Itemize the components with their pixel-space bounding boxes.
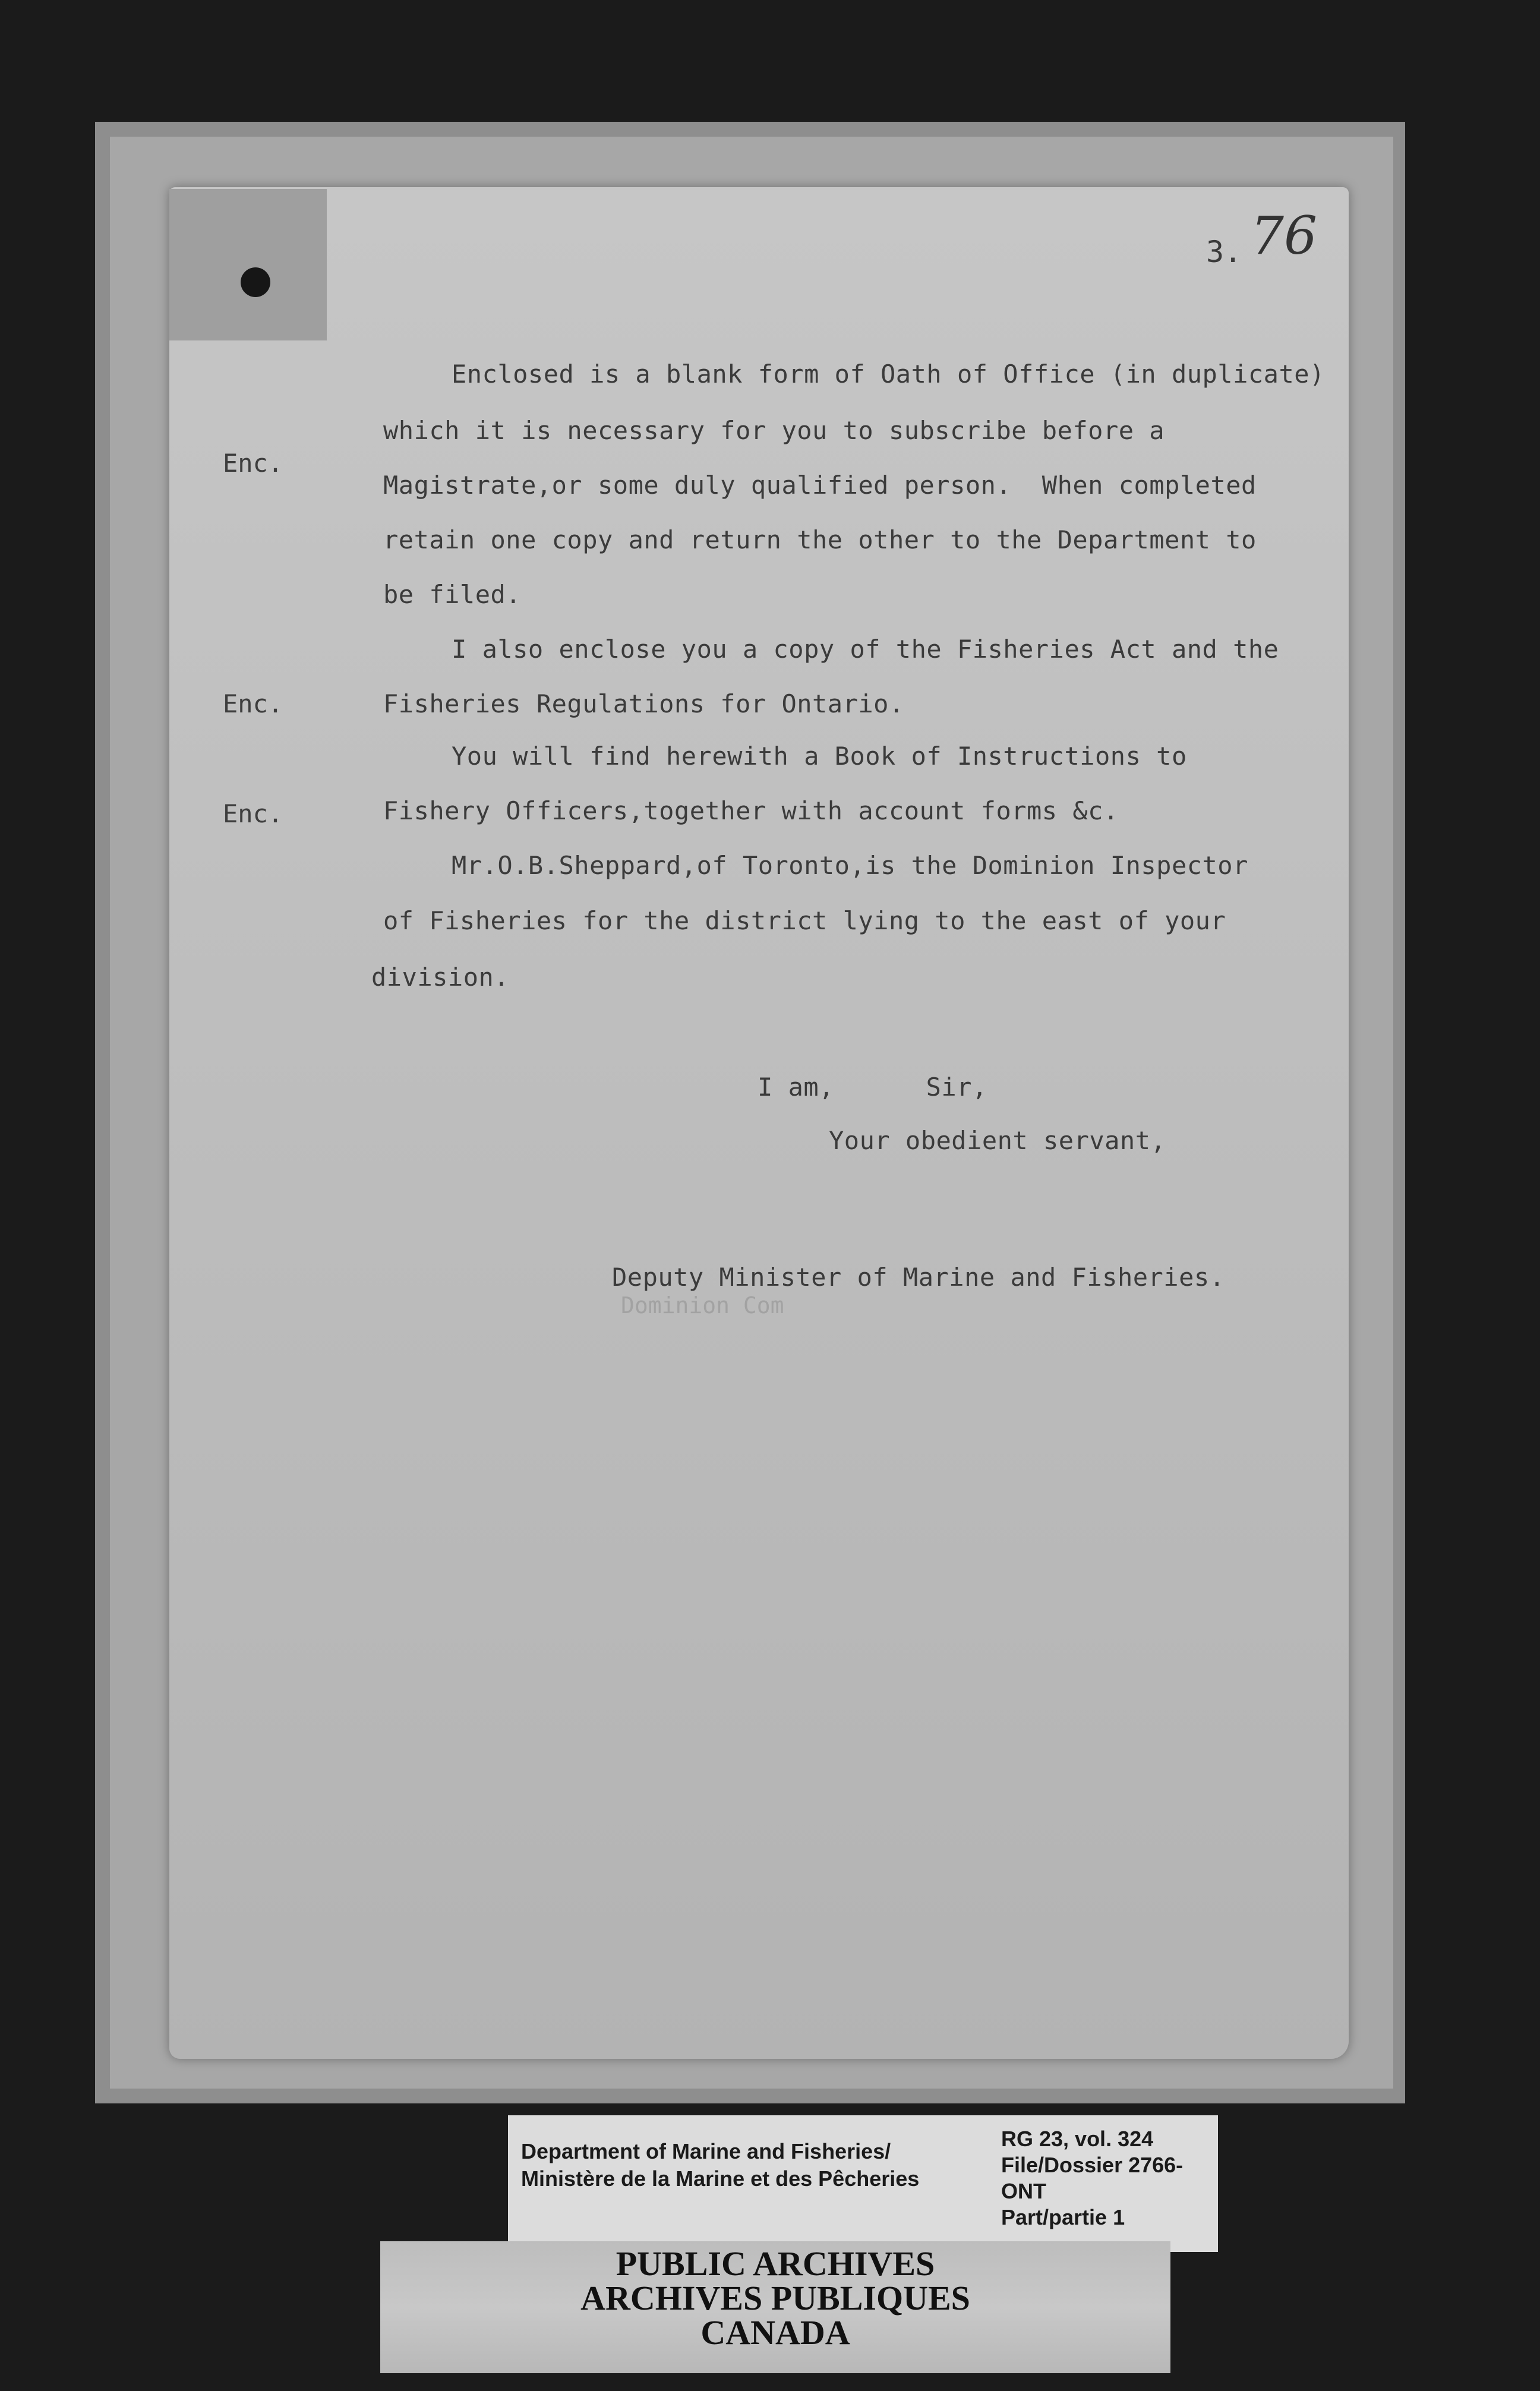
body-line: division.: [371, 963, 510, 992]
body-line: I also enclose you a copy of the Fisheries Act and the: [452, 635, 1279, 664]
margin-note-enclosure: Enc.: [223, 689, 283, 718]
stamp-line-french: ARCHIVES PUBLIQUES: [580, 2279, 970, 2317]
body-line: Mr.O.B.Sheppard,of Toronto,is the Dominion Inspector: [452, 851, 1248, 880]
department-french: Ministère de la Marine et des Pêcheries: [521, 2166, 920, 2191]
public-archives-stamp: [380, 2241, 1170, 2373]
closing-valediction: Your obedient servant,: [829, 1126, 1166, 1155]
archive-department-block: [521, 2138, 979, 2193]
page-number: 3.: [1206, 235, 1242, 269]
archive-reference-label: [508, 2115, 1218, 2252]
body-line: which it is necessary for you to subscribe before a: [383, 416, 1165, 445]
part-number: Part/partie 1: [1001, 2205, 1125, 2229]
record-group-volume: RG 23, vol. 324: [1001, 2127, 1154, 2151]
archive-reference-block: [1001, 2126, 1215, 2231]
file-province: ONT: [1001, 2179, 1046, 2203]
signature-title: Deputy Minister of Marine and Fisheries.: [612, 1263, 1225, 1292]
body-line: be filed.: [383, 580, 522, 609]
margin-note-enclosure: Enc.: [223, 799, 283, 828]
letter-page: [169, 187, 1349, 2059]
paper-tab: [169, 189, 327, 340]
body-line: Enclosed is a blank form of Oath of Office (in duplicate): [452, 359, 1325, 389]
stamp-line-country: CANADA: [700, 2313, 850, 2352]
body-line: of Fisheries for the district lying to the east of your: [383, 906, 1226, 935]
handwritten-folio-number: 76: [1251, 205, 1317, 266]
body-line: You will find herewith a Book of Instructions to: [452, 742, 1187, 771]
stamp-line-english: PUBLIC ARCHIVES: [616, 2244, 935, 2283]
body-line: Magistrate,or some duly qualified person. When completed: [383, 471, 1257, 500]
department-english: Department of Marine and Fisheries/: [521, 2139, 891, 2163]
body-line: Fishery Officers,together with account forms &c.: [383, 796, 1119, 825]
body-line: Fisheries Regulations for Ontario.: [383, 689, 904, 718]
faint-bleed-through-text: Dominion Com: [621, 1292, 784, 1318]
punch-hole: [241, 267, 270, 297]
margin-note-enclosure: Enc.: [223, 449, 283, 478]
body-line: retain one copy and return the other to the Department to: [383, 525, 1257, 554]
closing-greeting: I am, Sir,: [758, 1073, 987, 1102]
file-dossier: File/Dossier 2766-: [1001, 2153, 1184, 2177]
